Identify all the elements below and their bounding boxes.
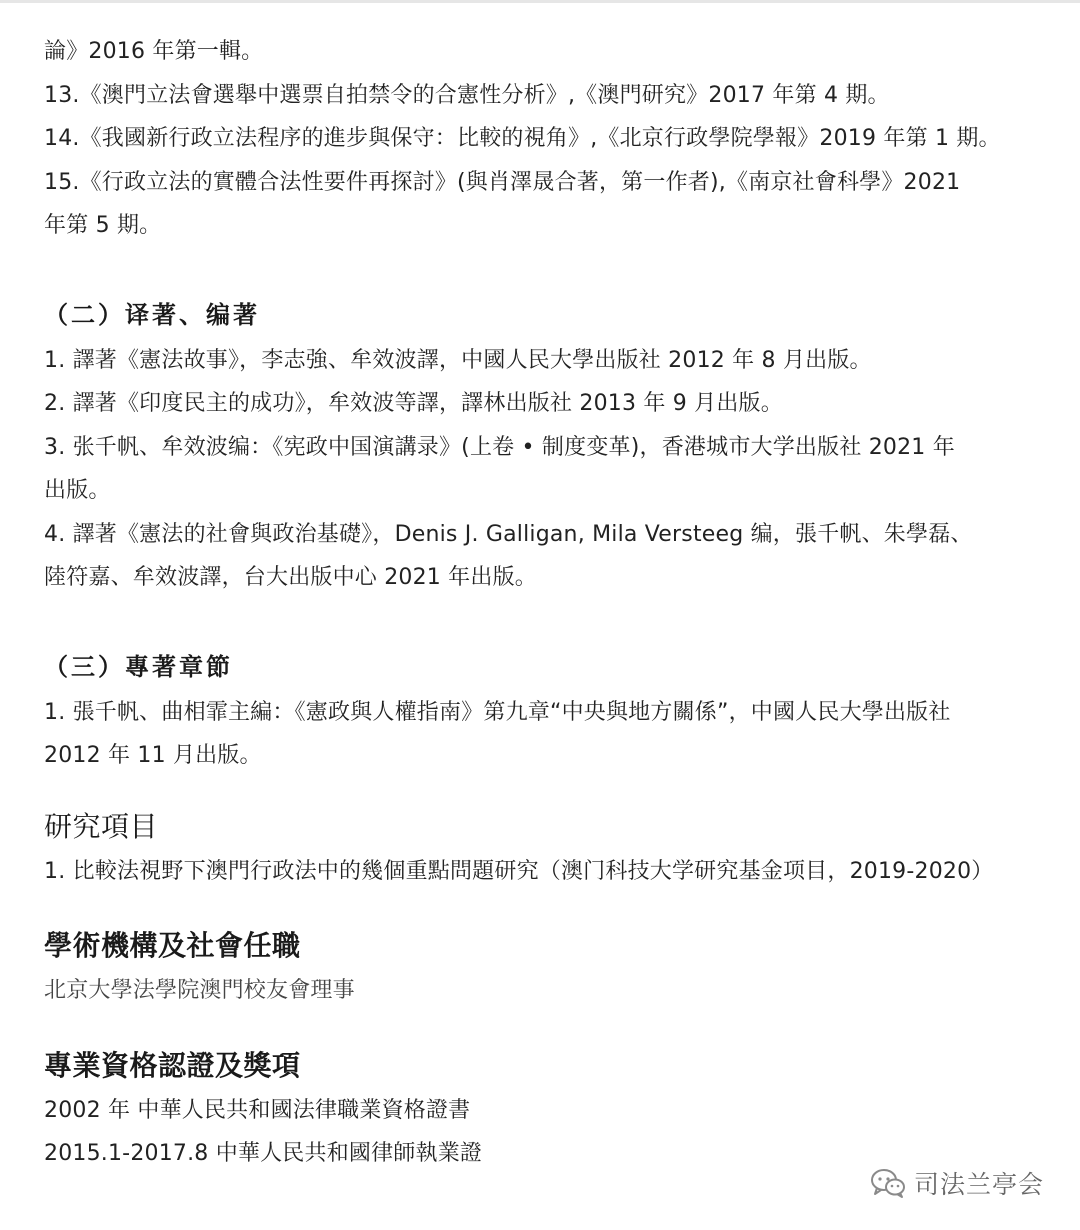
awards-heading: 專業資格認證及獎項 [44, 1048, 301, 1082]
paper-line: 論》2016 年第一輯。 [44, 39, 264, 64]
chapter-line: 2012 年 11 月出版。 [44, 743, 262, 768]
translation-line: 出版。 [44, 478, 111, 503]
translation-line: 3. 张千帆、牟效波编：《宪政中国演講录》(上卷 • 制度变革)，香港城市大学出版社 2021 年 [44, 434, 955, 460]
awards-section [44, 1043, 1074, 1176]
translations-heading: （二）译著、编著 [44, 299, 260, 329]
paper-line: 年第 5 期。 [44, 213, 162, 238]
research-section [44, 804, 1074, 894]
watermark-text: 司法兰亭会 [913, 1170, 1044, 1199]
research-line: 1. 比較法視野下澳門行政法中的幾個重點問題研究（澳门科技大学研究基金项目，2019-2020） [44, 858, 994, 884]
wechat-icon [870, 1167, 906, 1199]
translations-section [44, 291, 1074, 600]
paper-line: 14.《我國新行政立法程序的進步與保守：比較的視角》,《北京行政學院學報》2019 年第 1 期。 [44, 126, 1001, 151]
spacer [44, 248, 1074, 291]
spacer [44, 600, 1074, 643]
translation-line: 1. 譯著《憲法故事》，李志強、牟效波譯，中國人民大學出版社 2012 年 8 月出版。 [44, 347, 872, 373]
watermark [870, 1163, 1044, 1203]
positions-heading: 學術機構及社會任職 [44, 929, 301, 962]
top-divider [0, 0, 1080, 3]
spacer [44, 1013, 1074, 1043]
research-heading: 研究項目 [44, 809, 159, 843]
document-body [44, 30, 1074, 1176]
spacer [44, 778, 1074, 804]
award-line: 2015.1-2017.8 中華人民共和國律師執業證 [44, 1141, 483, 1166]
translation-line: 2. 譯著《印度民主的成功》，牟效波等譯，譯林出版社 2013 年 9 月出版。 [44, 391, 783, 416]
paper-line: 13.《澳門立法會選舉中選票自拍禁令的合憲性分析》,《澳門研究》2017 年第 4 期。 [44, 82, 890, 108]
spacer [44, 893, 1074, 923]
chapters-section [44, 643, 1074, 778]
position-line: 北京大學法學院澳門校友會理事 [44, 978, 355, 1003]
translation-line: 4. 譯著《憲法的社會與政治基礎》，Denis J. Galligan, Mila Versteeg 编，張千帆、朱學磊、 [44, 521, 973, 547]
translation-line: 陸符嘉、牟效波譯，台大出版中心 2021 年出版。 [44, 565, 537, 590]
chapter-line: 1. 張千帆、曲相霏主編：《憲政與人權指南》第九章“中央與地方關係”，中國人民大學出版社 [44, 699, 951, 725]
award-line: 2002 年 中華人民共和國法律職業資格證書 [44, 1097, 471, 1123]
positions-section [44, 923, 1074, 1013]
chapters-heading: （三）專著章節 [44, 651, 233, 681]
paper-line: 15.《行政立法的實體合法性要件再探討》(與肖澤晟合著，第一作者),《南京社會科學》2021 [44, 169, 961, 195]
papers-list-tail [44, 30, 1074, 248]
